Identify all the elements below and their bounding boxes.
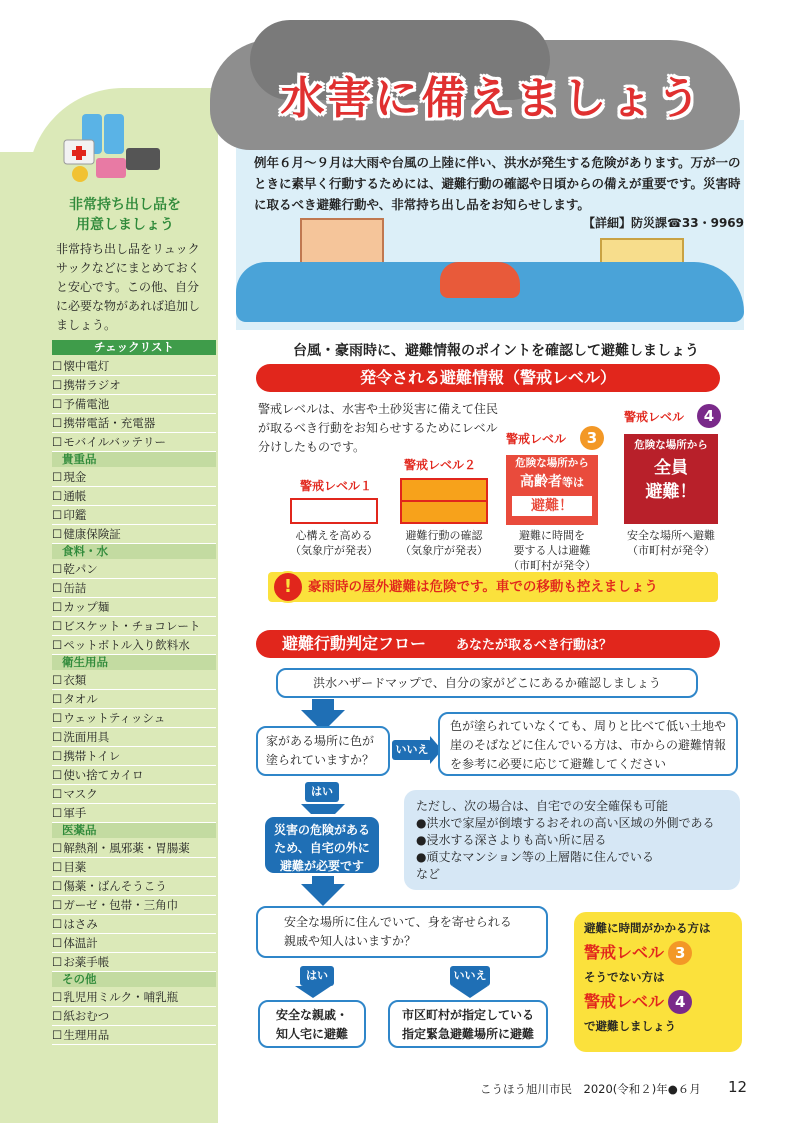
flow-yes2-label: はい [300, 966, 334, 986]
level-3-line3: 避難！ [512, 496, 592, 516]
flow-yes-label: はい [305, 782, 339, 802]
checklist-item: ☐ タオル [52, 690, 216, 709]
flow-arrow [295, 986, 331, 998]
flow-banner-title: 避難行動判定フロー [282, 634, 427, 653]
side-level4-number: 4 [668, 990, 692, 1014]
level-3-line1: 危険な場所から [515, 457, 589, 469]
side-level3-label: 警戒レベル [584, 943, 665, 962]
side-line2: そうでない方は [584, 970, 665, 984]
flow-exceptions [404, 790, 740, 890]
side-level3-number: 3 [668, 941, 692, 965]
flow-exception-item: ●頑丈なマンション等の上層階に住んでいる [416, 850, 654, 864]
flow-arrow [452, 986, 488, 998]
checklist-item: ☐ カップ麺 [52, 598, 216, 617]
checklist-item: ☐ 現金 [52, 468, 216, 487]
level-1-label: 警戒レベル１ [300, 479, 373, 493]
checklist-category: その他 [52, 972, 216, 987]
level-2-divider [400, 500, 488, 502]
checklist-category: 医薬品 [52, 823, 216, 838]
level-4-line2: 全員 [654, 458, 688, 478]
footer-publication: こうほう旭川市民 2020(令和２)年●６月 [480, 1082, 701, 1096]
emergency-kit-icon [60, 108, 170, 188]
checklist-item: ☐ 懐中電灯 [52, 357, 216, 376]
checklist-category: 衛生用品 [52, 655, 216, 670]
flow-result-shelter: 市区町村が指定している指定緊急避難場所に避難 [388, 1000, 548, 1048]
flow-danger-bubble: 災害の危険があるため、自宅の外に避難が必要です [262, 814, 382, 876]
level-3-line2a: 高齢者 [520, 474, 562, 490]
checklist-item: ☐ 洗面用具 [52, 728, 216, 747]
flow-exception-title: ただし、次の場合は、自宅での安全確保も可能 [416, 799, 669, 813]
checklist-category: 貴重品 [52, 452, 216, 467]
level-4-caption: 安全な場所へ避難 （市町村が発令） [627, 529, 715, 557]
checklist-item: ☐ 体温計 [52, 934, 216, 953]
level-2-label: 警戒レベル２ [404, 458, 477, 472]
checklist-item: ☐ ガーゼ・包帯・三角巾 [52, 896, 216, 915]
sidebar-intro: 非常持ち出し品をリュックサックなどにまとめておくと安心です。この他、自分に必要な物があれば追加しましょう。 [56, 242, 201, 332]
checklist-item: ☐ はさみ [52, 915, 216, 934]
checklist-item: ☐ ペットボトル入り飲料水 [52, 636, 216, 655]
section-subhead: 台風・豪雨時に、避難情報のポイントを確認して避難しましょう [293, 343, 699, 359]
checklist-item: ☐ 傷薬・ばんそうこう [52, 877, 216, 896]
flow-banner [256, 630, 720, 658]
checklist-item: ☐ 缶詰 [52, 579, 216, 598]
warning-icon: ! [272, 571, 304, 603]
checklist-category: 食料・水 [52, 544, 216, 559]
side-level4-label: 警戒レベル [584, 992, 665, 1011]
checklist-item: ☐ ウェットティッシュ [52, 709, 216, 728]
checklist-header: チェックリスト [52, 340, 216, 355]
checklist-item: ☐ 乳児用ミルク・哺乳瓶 [52, 988, 216, 1007]
level-3-box [506, 455, 598, 525]
checklist-item: ☐ 紙おむつ [52, 1007, 216, 1026]
checklist-item: ☐ 生理用品 [52, 1026, 216, 1045]
flow-side-note [574, 912, 742, 1052]
level-4-label: 警戒レベル [624, 410, 685, 424]
page-number: 12 [728, 1078, 748, 1096]
flow-arrow [301, 884, 345, 906]
checklist-item: ☐ 印鑑 [52, 506, 216, 525]
checklist-item: ☐ 目薬 [52, 858, 216, 877]
checklist-item: ☐ 乾パン [52, 560, 216, 579]
level-3-number: 3 [580, 426, 604, 450]
checklist-item: ☐ 予備電池 [52, 395, 216, 414]
level-4-line3: 避難！ [645, 482, 697, 502]
flow-exception-item: など [416, 867, 441, 881]
intro-text: 例年６月～９月は大雨や台風の上陸に伴い、洪水が発生する危険があります。万が一のときに素早く行動するためには、避難行動の確認や日頃からの備えが重要です。災害時に取るべき避難行動や、非常持ち出し品をお知らせします。 [254, 155, 741, 212]
checklist-item: ☐ ビスケット・チョコレート [52, 617, 216, 636]
level-2-caption: 避難行動の確認 （気象庁が発表） [400, 529, 488, 557]
side-line1: 避難に時間がかかる方は [584, 921, 711, 935]
flow-exception-item: ●浸水する深さよりも高い所に居る [416, 833, 607, 847]
level-3-label: 警戒レベル [506, 432, 567, 446]
checklist-item: ☐ 軍手 [52, 804, 216, 823]
flow-no-label: いいえ [392, 740, 432, 760]
checklist-item: ☐ お薬手帳 [52, 953, 216, 972]
flow-no-result: 色が塗られていなくても、周りと比べて低い土地や崖のそばなどに住んでいる方は、市からの避難情報を参考に必要に応じて避難してください [438, 712, 738, 776]
flow-no2-label: いいえ [450, 966, 490, 986]
flow-exception-item: ●洪水で家屋が倒壊するおそれの高い区域の外側である [416, 816, 715, 830]
level-3-line2b: 等は [562, 476, 584, 489]
level-4-box [624, 434, 718, 524]
checklist-item: ☐ 通帳 [52, 487, 216, 506]
flow-question-colored: 家がある場所に色が塗られていますか？ [256, 726, 390, 776]
warning-banner: 豪雨時の屋外避難は危険です。車での移動も控えましょう [268, 572, 718, 602]
alert-banner: 発令される避難情報（警戒レベル） [256, 364, 720, 392]
level-1-caption: 心構えを高める （気象庁が発表） [290, 529, 378, 557]
checklist-item: ☐ モバイルバッテリー [52, 433, 216, 452]
checklist-item: ☐ マスク [52, 785, 216, 804]
checklist-item: ☐ 衣類 [52, 671, 216, 690]
checklist-item: ☐ 携帯ラジオ [52, 376, 216, 395]
checklist-item: ☐ 携帯電話・充電器 [52, 414, 216, 433]
level-3-caption: 避難に時間を 要する人は避難 （市町村が発令） [508, 529, 596, 572]
car-icon [440, 262, 520, 298]
flow-question-relatives: 安全な場所に住んでいて、身を寄せられる親戚や知人はいますか？ [256, 906, 548, 958]
side-line3: で避難しましょう [584, 1019, 676, 1033]
page-title: 水害に備えましょう [280, 73, 704, 124]
checklist-item: ☐ 解熱剤・風邪薬・胃腸薬 [52, 839, 216, 858]
alert-description: 警戒レベルは、水害や土砂災害に備えて住民が取るべき行動をお知らせするためにレベル分けしたものです。 [258, 402, 499, 454]
sidebar-title: 非常持ち出し品を 用意しましょう [69, 197, 181, 233]
contact-detail: 【詳細】防災課☎33・9969 [582, 216, 744, 230]
flow-banner-sub: あなたが取るべき行動は？ [456, 638, 613, 653]
checklist-item: ☐ 使い捨てカイロ [52, 766, 216, 785]
checklist-item: ☐ 健康保険証 [52, 525, 216, 544]
checklist-item: ☐ 携帯トイレ [52, 747, 216, 766]
level-4-number: 4 [697, 404, 721, 428]
level-1-box [290, 498, 378, 524]
flow-step-hazard-map: 洪水ハザードマップで、自分の家がどこにあるか確認しましょう [276, 668, 698, 698]
flow-result-relatives: 安全な親戚・知人宅に避難 [258, 1000, 366, 1048]
level-4-line1: 危険な場所から [634, 439, 708, 451]
